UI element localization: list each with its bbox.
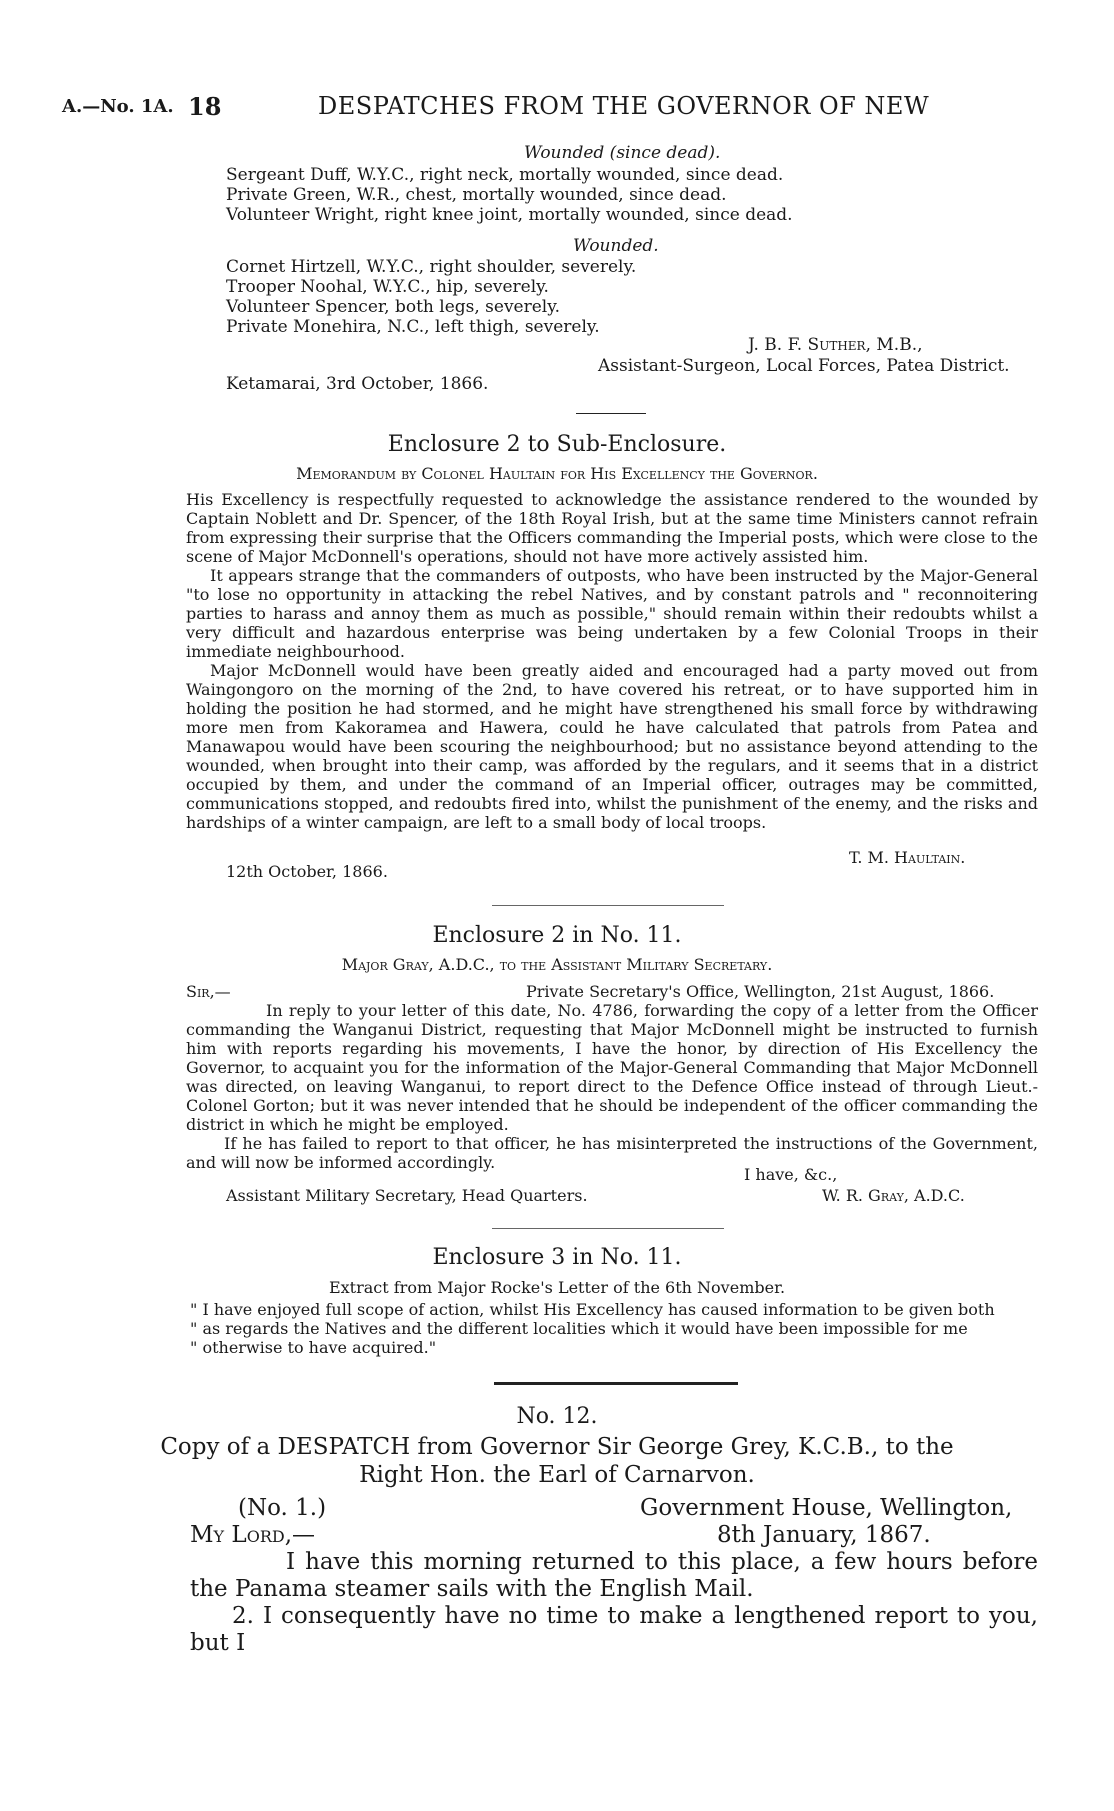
quote-line: " I have enjoyed full scope of action, whilst His Excellency has caused information to be given both [190,1300,995,1319]
wounded-heading: Wounded. [573,236,659,256]
despatch-address: Government House, Wellington, [640,1495,1013,1521]
place-date: Ketamarai, 3rd October, 1866. [226,374,489,394]
page-number: 18 [188,92,222,121]
enclosure-sub-subheading: Memorandum by Colonel Haultain for His Excellency the Governor. [296,464,818,483]
section-divider [492,905,724,906]
surgeon-title: Assistant-Surgeon, Local Forces, Patea District. [598,356,1010,376]
despatch-date: 8th January, 1867. [717,1522,931,1548]
salutation: Sir,— [186,982,231,1001]
despatch-body [190,1549,1038,1657]
section-divider [492,1228,724,1229]
despatch-number: No. 12. [516,1404,598,1429]
enclosure-2-body [186,1001,1038,1172]
haultain-signature: T. M. Haultain. [849,848,966,867]
despatch-reference: (No. 1.) [238,1495,327,1521]
despatch-salutation: My Lord,— [190,1522,316,1548]
sender-address: Private Secretary's Office, Wellington, 21st August, 1866. [526,982,995,1001]
paragraph: I have this morning returned to this place, a few hours before the Panama steamer sails with the English Mail. [190,1549,1038,1602]
section-divider [576,413,646,414]
list-item: Cornet Hirtzell, W.Y.C., right shoulder, severely. [226,257,637,277]
enclosure-3-heading: Enclosure 3 in No. 11. [432,1245,682,1270]
paragraph: Major McDonnell would have been greatly aided and encouraged had a party moved out from Waingongoro on the morning of the 2nd, to have covered his retreat, or to have supported him in holding the position he had stormed, and he might have strengthened his small force by withdrawing more men from Kakoramea and Hawera, could he have calculated that patrols from Patea and Manawapou would have been scouring the neighbourhood; but no assistance beyond attending to the wounded, when brought into their camp, was afforded by the regulars, and it seems that in a district occupied by them, and under the command of an Imperial officer, outrages may be committed, communications stopped, and redoubts fired into, whilst the punishment of the enemy, and the risks and hardships of a winter campaign, are left to a small body of local troops. [186,661,1038,832]
wounded-since-dead-heading: Wounded (since dead). [524,143,721,163]
recipient: Assistant Military Secretary, Head Quarters. [226,1186,588,1205]
despatch-title-line1: Copy of a DESPATCH from Governor Sir George Grey, K.C.B., to the [160,1434,954,1460]
list-item: Sergeant Duff, W.Y.C., right neck, mortally wounded, since dead. [226,165,784,185]
enclosure-sub-body [186,490,1038,832]
despatch-title-line2: Right Hon. the Earl of Carnarvon. [359,1462,755,1488]
gray-signature: W. R. Gray, A.D.C. [822,1186,965,1205]
memorandum-date: 12th October, 1866. [226,862,388,881]
page-header-title: DESPATCHES FROM THE GOVERNOR OF NEW [318,92,930,120]
list-item: Private Monehira, N.C., left thigh, severely. [226,317,600,337]
header-reference: A.—No. 1A. [62,96,174,117]
paragraph: 2. I consequently have no time to make a lengthened report to you, but I [190,1603,1038,1656]
list-item: Private Green, W.R., chest, mortally wounded, since dead. [226,185,727,205]
enclosure-3-subheading: Extract from Major Rocke's Letter of the 6th November. [328,1278,786,1297]
wounded-list [226,257,886,337]
quote-line: " otherwise to have acquired." [190,1338,437,1357]
enclosure-2-subheading: Major Gray, A.D.C., to the Assistant Military Secretary. [341,955,773,974]
list-item: Trooper Noohal, W.Y.C., hip, severely. [226,277,549,297]
paragraph: If he has failed to report to that officer, he has misinterpreted the instructions of the Government, and will now be informed accordingly. [186,1134,1038,1172]
quote-line: " as regards the Natives and the different localities which it would have been impossible for me [190,1319,968,1338]
paragraph: It appears strange that the commanders of outposts, who have been instructed by the Major-General "to lose no opportunity in attacking the rebel Natives, and by constant patrols and " reconnoitering parties to harass and annoy them as much as possible," should remain within their redoubts whilst a very difficult and hazardous enterprise was being undertaken by a few Colonial Troops in their immediate neighbourhood. [186,566,1038,661]
enclosure-sub-heading: Enclosure 2 to Sub-Enclosure. [387,432,727,457]
wounded-since-dead-list [226,165,886,225]
list-item: Volunteer Spencer, both legs, severely. [226,297,560,317]
paragraph: In reply to your letter of this date, No. 4786, forwarding the copy of a letter from the Officer commanding the Wanganui District, requesting that Major McDonnell might be instructed to furnish him with reports regarding his movements, I have the honor, by direction of His Excellency the Governor, to acquaint you for the information of the Major-General Commanding that Major McDonnell was directed, on leaving Wanganui, to report direct to the Defence Office instead of through Lieut.-Colonel Gorton; but it was never intended that he should be independent of the officer commanding the district in which he might be employed. [186,1001,1038,1134]
surgeon-signature: J. B. F. Suther, M.B., [748,335,923,355]
list-item: Volunteer Wright, right knee joint, mortally wounded, since dead. [226,205,793,225]
paragraph: His Excellency is respectfully requested to acknowledge the assistance rendered to the wounded by Captain Noblett and Dr. Spencer, of the 18th Royal Irish, but at the same time Ministers cannot refrain from expressing their surprise that the Officers commanding the Imperial posts, which were close to the scene of Major McDonnell's operations, should not have more actively assisted him. [186,490,1038,566]
closing: I have, &c., [744,1165,838,1184]
rocke-quote [190,1300,1040,1357]
enclosure-2-heading: Enclosure 2 in No. 11. [432,923,682,948]
section-divider [494,1382,738,1385]
